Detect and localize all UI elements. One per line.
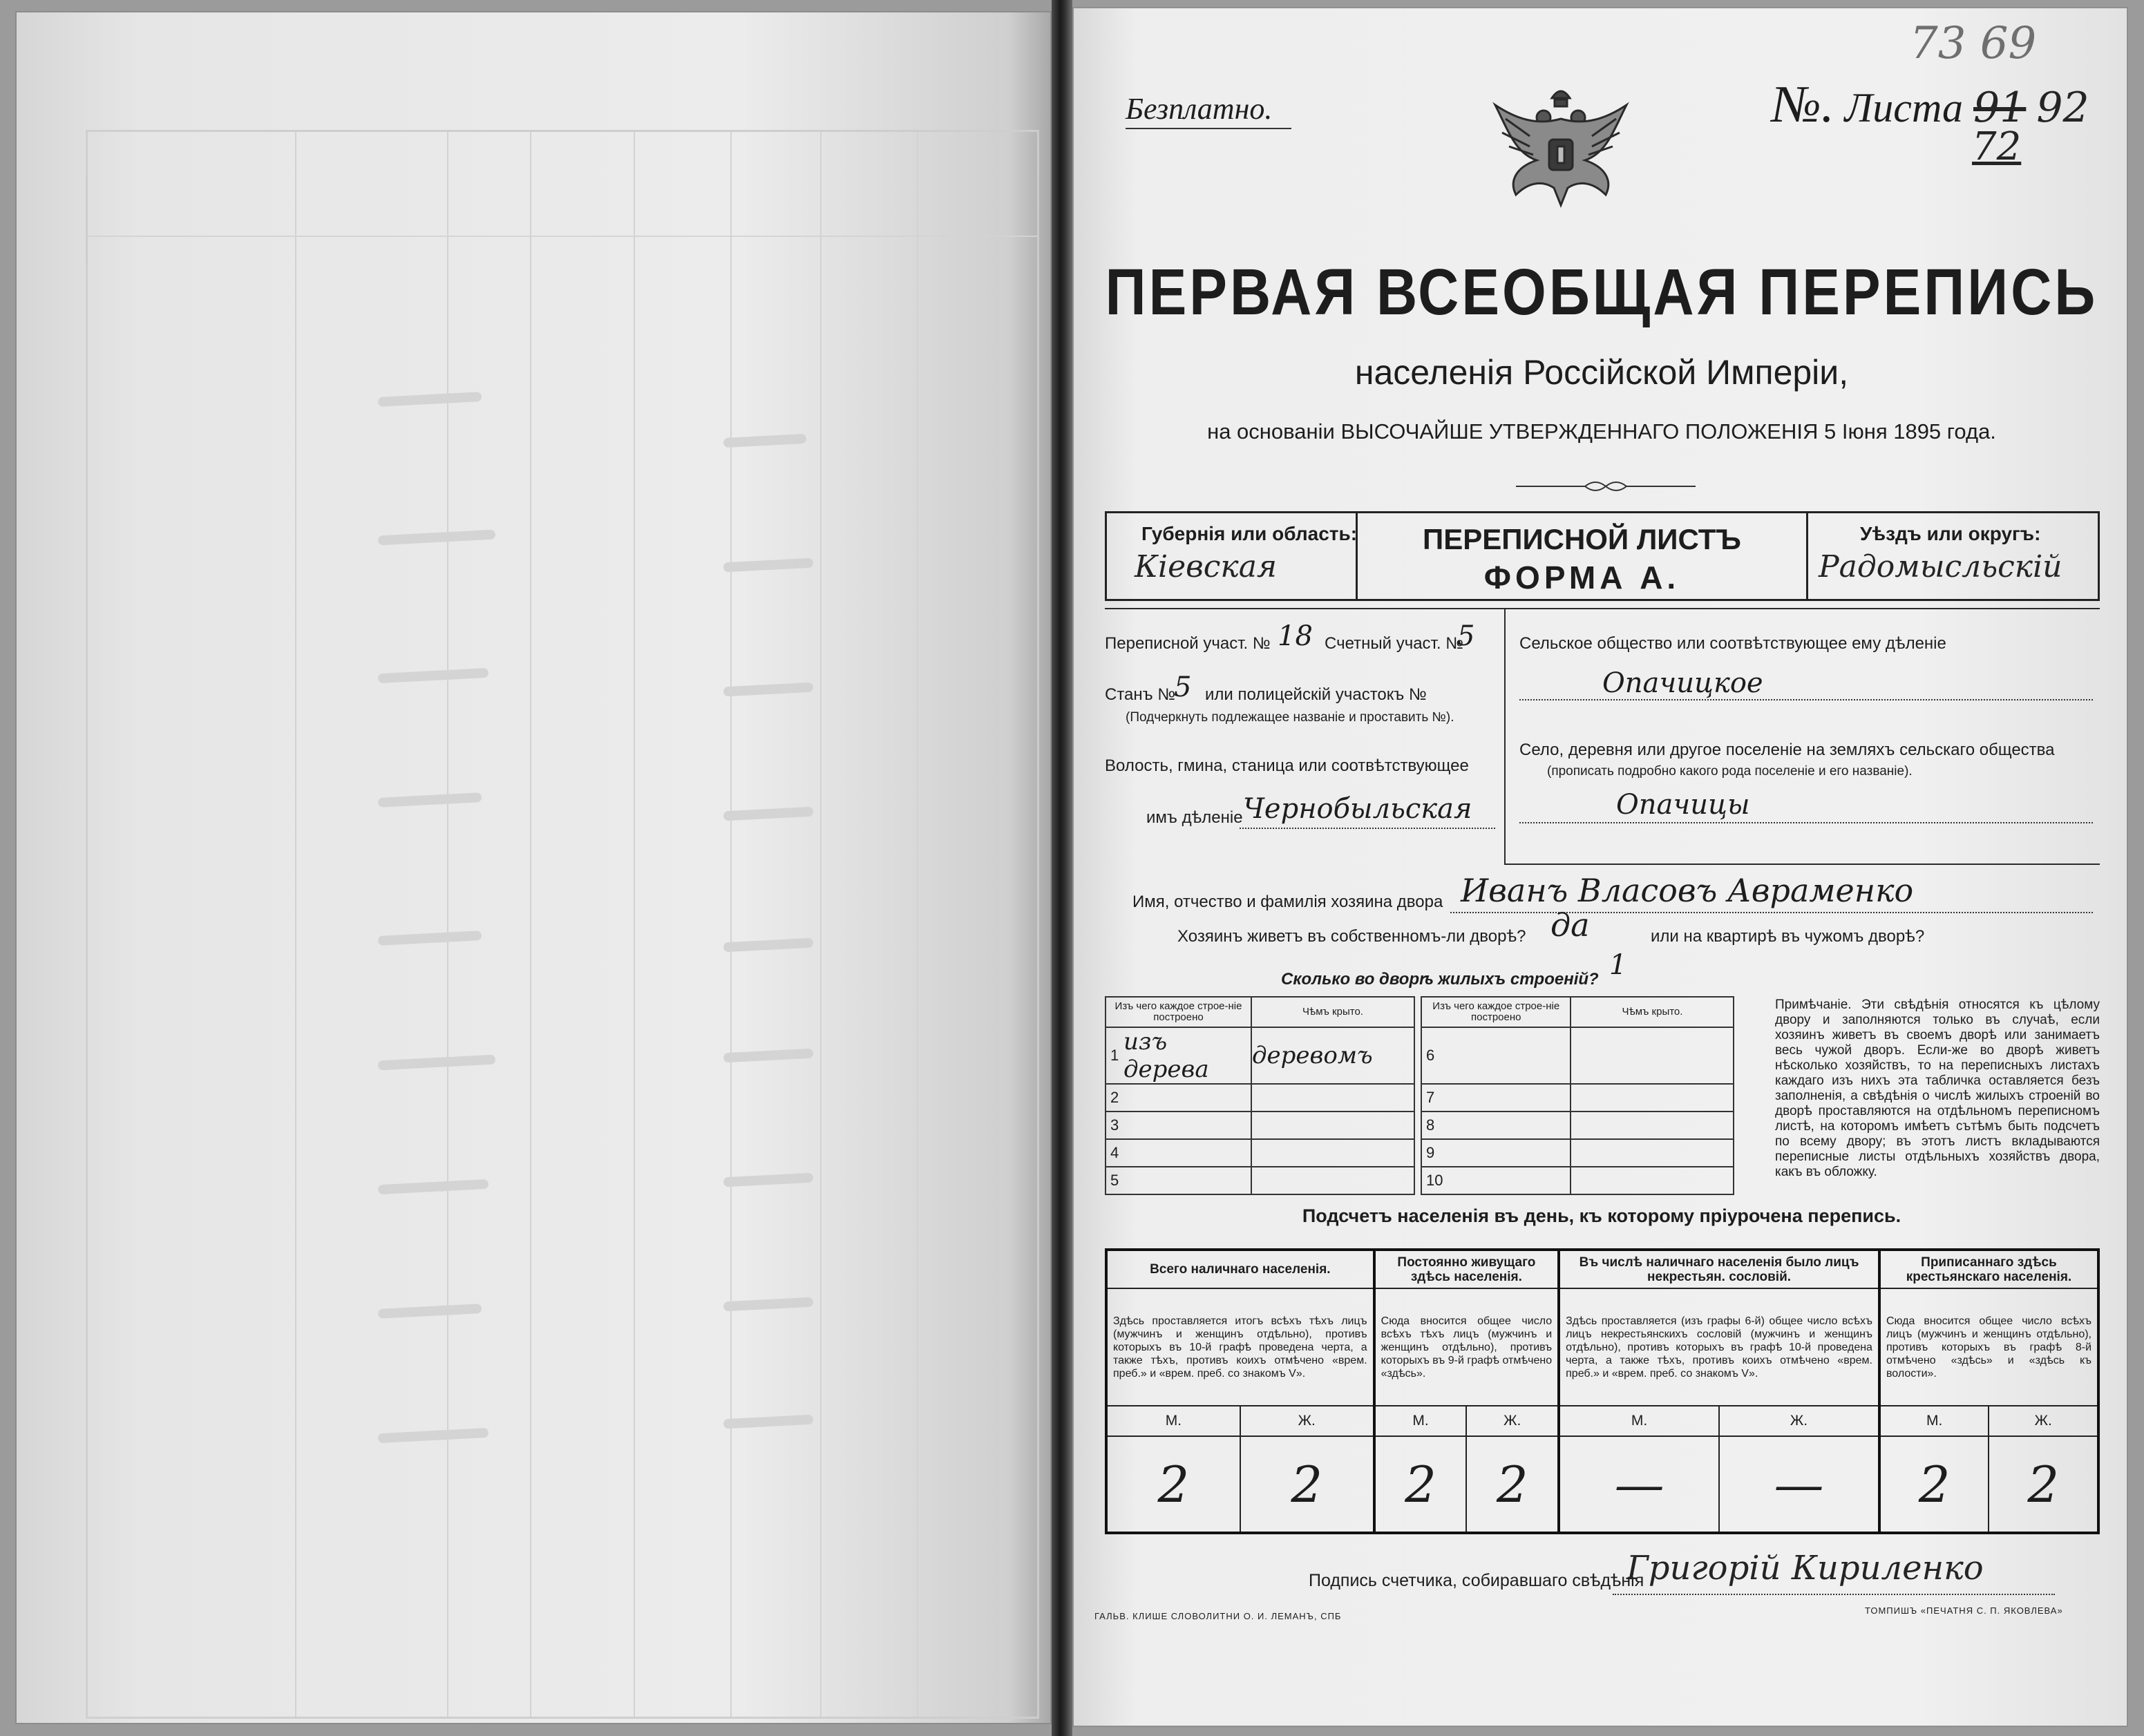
ghost-ink-mark [378, 1179, 489, 1194]
table-row [1106, 1167, 1734, 1194]
census-district-value: 18 [1278, 620, 1313, 652]
count-col-header: Всего наличнаго населенія. [1106, 1250, 1374, 1288]
table-row [1106, 1027, 1734, 1084]
ghost-ink-mark [723, 683, 814, 697]
ghost-ink-mark [378, 792, 482, 808]
count-sex-row [1106, 1406, 2098, 1436]
row-number: 3 [1106, 1112, 1123, 1139]
rural-society-value: Опачицкое [1602, 667, 1763, 699]
printer-imprint-right: ТОМПИШЪ «ПЕЧАТНЯ С. П. ЯКОВЛЕВА» [1865, 1605, 2063, 1616]
sex-female-label: Ж. [1240, 1406, 1374, 1436]
table-gap [1414, 1139, 1421, 1167]
roof-cell [1251, 1084, 1414, 1112]
count-col-header: Постоянно живущаго здѣсь населенія. [1374, 1250, 1559, 1288]
material-cell [1443, 1167, 1571, 1194]
roof-cell: деревомъ [1251, 1027, 1414, 1084]
roof-cell [1251, 1167, 1414, 1194]
roof-header: Чѣмъ крыто. [1571, 997, 1734, 1027]
row-number: 9 [1421, 1139, 1443, 1167]
owner-label: Имя, отчество и фамилія хозяина двора [1132, 893, 1443, 911]
count-col-description: Здѣсь проставляется итогъ всѣхъ тѣхъ лицъ (мужчинъ и женщинъ отдѣльно), противъ которыхъ въ 10-й графѣ проведена черта, а также тѣхъ, противъ коихъ отмѣчено «врем. преб.» и «врем. преб. со знакомъ V». [1106, 1288, 1374, 1406]
material-header: Изъ чего каждое строе-ніе построено [1421, 997, 1571, 1027]
village-value: Опачицы [1616, 789, 1750, 821]
ghost-rule [447, 132, 448, 1717]
material-header: Изъ чего каждое строе-ніе построено [1106, 997, 1251, 1027]
material-cell [1123, 1084, 1251, 1112]
rural-society-dotline [1519, 699, 2093, 700]
ghost-ink-mark [723, 1049, 814, 1063]
table-header-row [1106, 997, 1734, 1027]
printer-imprint-left: ГАЛЬВ. КЛИШЕ СЛОВОЛИТНИ О. И. ЛЕМАНЪ, СПБ [1094, 1611, 1342, 1621]
stan-label: Станъ № [1105, 685, 1176, 704]
count-female-value: 2 [1989, 1436, 2098, 1533]
count-male-value: 2 [1106, 1436, 1240, 1533]
ghost-ink-mark [723, 434, 807, 448]
sex-male-label: М. [1374, 1406, 1467, 1436]
field-box-top-rule [1105, 608, 2100, 609]
buildings-count-value: 1 [1609, 949, 1627, 981]
table-gap [1414, 1027, 1421, 1084]
ghost-ink-mark [378, 931, 482, 946]
volost-value: Чернобыльская [1243, 793, 1472, 825]
row-number: 4 [1106, 1139, 1123, 1167]
other-yard-label: или на квартирѣ въ чужомъ дворѣ? [1651, 927, 1925, 946]
count-col-header: Приписаннаго здѣсь крестьянскаго населенія. [1879, 1250, 2098, 1288]
roof-cell [1251, 1112, 1414, 1139]
owner-dotline [1450, 912, 2093, 913]
ghost-ink-mark [378, 530, 495, 546]
sex-female-label: Ж. [1466, 1406, 1559, 1436]
volost-label: Волость, гмина, станица или соотвѣтствующее [1105, 756, 1469, 775]
counting-district-label: Счетный участ. № [1325, 634, 1463, 653]
imperial-eagle-icon [1488, 77, 1633, 216]
material-cell: изъ дерева [1123, 1027, 1251, 1084]
material-cell [1123, 1139, 1251, 1167]
ghost-ink-mark [378, 1055, 495, 1071]
volost-dotline [1240, 828, 1495, 829]
ghost-rule [88, 236, 1037, 237]
row-number: 2 [1106, 1084, 1123, 1112]
table-row [1106, 1139, 1734, 1167]
count-male-value: 2 [1374, 1436, 1467, 1533]
roof-cell [1571, 1084, 1734, 1112]
material-cell [1443, 1027, 1571, 1084]
row-number: 5 [1106, 1167, 1123, 1194]
count-col-description: Сюда вносится общее число всѣхъ тѣхъ лицъ (мужчинъ и женщинъ отдѣльно), противъ которыхъ въ 9-й графѣ отмѣчено «здѣсь». [1374, 1288, 1559, 1406]
ghost-table [86, 130, 1039, 1719]
material-cell [1123, 1167, 1251, 1194]
village-note: (прописать подробно какого рода поселеніе и его названіе). [1547, 764, 1913, 779]
ghost-ink-mark [723, 1415, 814, 1429]
count-female-value: 2 [1466, 1436, 1559, 1533]
uezd-value: Радомысльскій [1819, 549, 2062, 584]
free-label: Безплатно. [1126, 92, 1273, 126]
sex-male-label: М. [1106, 1406, 1240, 1436]
counting-district-value: 5 [1457, 620, 1475, 652]
buildings-note: Примѣчаніе. Эти свѣдѣнія относятся къ цѣлому двору и заполняются только въ случаѣ, если хозяинъ живетъ въ своемъ дворѣ или занимаетъ весь чужой дворъ. Если-же во дворѣ живетъ нѣсколько хозяйствъ, то на переписныхъ листахъ каждаго изъ нихъ эта табличка оставляется безъ заполненія, а свѣдѣнія о числѣ жилыхъ строеній во дворѣ проставляются на отдѣльномъ переписномъ листѣ, на которомъ имѣетъ сътѣмъ быть подсчетъ по всему двору; въ этотъ листъ вкладываются переписные листы отдѣльныхъ хозяйствъ двора, какъ въ обложку. [1775, 998, 2100, 1179]
count-desc-row [1106, 1288, 2098, 1406]
ghost-ink-mark [723, 558, 814, 573]
row-number: 10 [1421, 1167, 1443, 1194]
sheet-number [1772, 75, 2089, 135]
roof-cell [1571, 1027, 1734, 1084]
field-box-bottom-rule [1504, 864, 2100, 865]
census-form-page [1072, 7, 2128, 1727]
volost-label-2: имъ дѣленіе [1146, 808, 1243, 827]
table-gap [1414, 1084, 1421, 1112]
free-underline [1126, 128, 1291, 129]
signature-dotline [1613, 1594, 2055, 1595]
police-district-label: или полицейскій участокъ № [1205, 685, 1427, 704]
census-district-label: Переписной участ. № [1105, 634, 1271, 653]
roof-cell [1571, 1167, 1734, 1194]
form-title-block [1358, 513, 1806, 599]
own-yard-value: да [1550, 906, 1590, 944]
material-cell [1443, 1084, 1571, 1112]
left-page [15, 11, 1052, 1724]
row-number: 1 [1106, 1027, 1123, 1084]
table-gap [1414, 1112, 1421, 1139]
signature-value: Григорій Кириленко [1626, 1549, 1984, 1587]
row-number: 6 [1421, 1027, 1443, 1084]
ghost-ink-mark [723, 938, 814, 953]
sex-male-label: М. [1559, 1406, 1719, 1436]
ghost-ink-mark [378, 1428, 489, 1443]
gubernia-value: Кіевская [1135, 549, 1278, 584]
form-title-line-1: ПЕРЕПИСНОЙ ЛИСТЪ [1423, 523, 1741, 555]
count-col-description: Здѣсь проставляется (изъ графы 6-й) общее число всѣхъ лицъ некрестьянскихъ сословій (мужчинъ и женщинъ отдѣльно), противъ которыхъ въ графѣ 10-й проведена черта, а также тѣхъ, противъ коихъ отмѣчено «врем. преб.» и «врем. преб. со знакомъ V». [1559, 1288, 1879, 1406]
corner-archive-numbers: 73 69 [1910, 18, 2037, 69]
stan-value: 5 [1174, 671, 1192, 703]
sheet-number-alt: 72 [1972, 124, 2022, 169]
table-gap [1414, 997, 1421, 1027]
header-separator [1806, 513, 1808, 599]
ghost-ink-mark [378, 392, 482, 407]
village-label: Село, деревня или другое поселеніе на земляхъ сельскаго общества [1519, 741, 2055, 759]
number-sign: №. [1772, 75, 1834, 133]
ornament-divider-icon [1516, 478, 1696, 495]
population-count-title: Подсчетъ населенія въ день, къ которому пріурочена перепись. [1302, 1205, 1901, 1226]
ghost-rule [917, 132, 918, 1717]
material-cell [1443, 1139, 1571, 1167]
ghost-ink-mark [723, 1297, 814, 1312]
book-spine [1052, 0, 1072, 1736]
sex-male-label: М. [1879, 1406, 1989, 1436]
row-number: 8 [1421, 1112, 1443, 1139]
underline-note: (Подчеркнуть подлежащее названіе и проставить №). [1126, 710, 1454, 725]
header-box [1105, 511, 2100, 601]
table-row [1106, 1084, 1734, 1112]
signature-label: Подпись счетчика, собиравшаго свѣдѣнія [1309, 1571, 1644, 1590]
buildings-count-label: Сколько во дворѣ жилыхъ строеній? [1281, 970, 1599, 989]
gubernia-label: Губернія или область: [1141, 523, 1358, 544]
owner-value: Иванъ Власовъ Авраменко [1461, 872, 1914, 909]
ghost-ink-mark [723, 1173, 814, 1187]
material-cell [1123, 1112, 1251, 1139]
table-gap [1414, 1167, 1421, 1194]
roof-header: Чѣмъ крыто. [1251, 997, 1414, 1027]
roof-cell [1571, 1139, 1734, 1167]
ghost-ink-mark [378, 1304, 482, 1319]
form-title-line-2: ФОРМА А. [1483, 560, 1680, 595]
ghost-rule [530, 132, 531, 1717]
population-count-table [1105, 1248, 2100, 1534]
row-number: 7 [1421, 1084, 1443, 1112]
roof-cell [1571, 1112, 1734, 1139]
buildings-table [1105, 996, 1734, 1195]
count-col-header: Въ числѣ наличнаго населенія было лицъ некрестьян. сословій. [1559, 1250, 1879, 1288]
roof-cell [1251, 1139, 1414, 1167]
ghost-rule [820, 132, 822, 1717]
count-header-row [1106, 1250, 2098, 1288]
ghost-ink-mark [723, 807, 814, 821]
count-male-value: 2 [1879, 1436, 1989, 1533]
own-yard-label: Хозяинъ живетъ въ собственномъ-ли дворѣ? [1177, 927, 1526, 946]
ghost-ink-mark [378, 668, 489, 683]
sex-female-label: Ж. [1989, 1406, 2098, 1436]
count-col-description: Сюда вносится общее число всѣхъ лицъ (мужчинъ и женщинъ отдѣльно), противъ которыхъ въ графѣ 8-й отмѣчено «здѣсь» и «здѣсь къ волости». [1879, 1288, 2098, 1406]
sex-female-label: Ж. [1719, 1406, 1879, 1436]
document-title: ПЕРВАЯ ВСЕОБЩАЯ ПЕРЕПИСЬ [1105, 256, 2098, 329]
sheet-number-value: 92 [2036, 84, 2089, 132]
sheet-label: Листа [1844, 85, 1963, 131]
village-dotline [1519, 822, 2093, 823]
material-cell [1443, 1112, 1571, 1139]
count-female-value: — [1719, 1436, 1879, 1533]
field-box-divider [1504, 608, 1506, 864]
location-fields [1105, 608, 2100, 870]
count-value-row [1106, 1436, 2098, 1533]
count-female-value: 2 [1240, 1436, 1374, 1533]
uezd-label: Уѣздъ или округъ: [1860, 523, 2041, 544]
rural-society-label: Сельское общество или соотвѣтствующее ему дѣленіе [1519, 634, 1946, 653]
ghost-rule [730, 132, 732, 1717]
sheet-number-struck: 91 [1973, 84, 2027, 132]
ghost-rule [295, 132, 296, 1717]
decree-line: на основаніи ВЫСОЧАЙШЕ УТВЕРЖДЕННАГО ПОЛОЖЕНІЯ 5 Іюня 1895 года. [1207, 419, 1996, 443]
ghost-rule [634, 132, 635, 1717]
count-male-value: — [1559, 1436, 1719, 1533]
document-subtitle: населенія Россійской Имперіи, [1354, 353, 1849, 392]
table-row [1106, 1112, 1734, 1139]
